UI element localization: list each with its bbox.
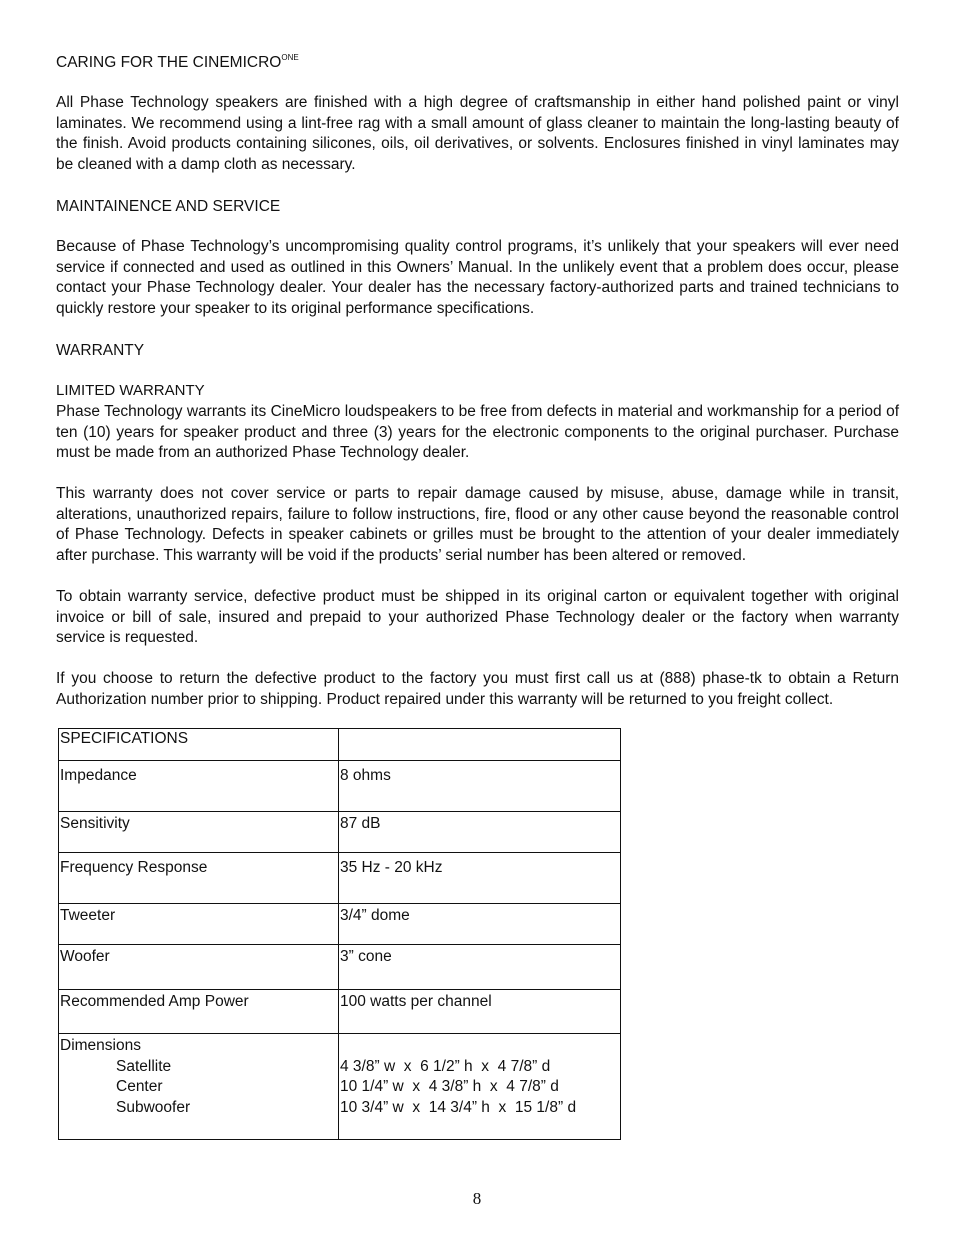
dimension-name: Center — [116, 1078, 163, 1096]
specifications-table — [58, 728, 621, 1140]
caring-paragraph: All Phase Technology speakers are finished with a high degree of craftsmanship in either hand polished paint or vinyl laminates. We recommend using a lint-free rag with a small amount of glass cleaner to maintain the long-lasting beauty of the finish. Avoid products containing silicones, oils, oil derivatives, or solvents. Enclosures finished in vinyl laminates may be cleaned with a damp cloth as necessary. — [56, 94, 899, 173]
warranty-paragraph-2: This warranty does not cover service or parts to repair damage caused by misuse, abuse, damage while in transit, alterations, unauthorized repairs, failure to follow instructions, fire, flood or any other cause beyond the reasonable control of Phase Technology. Defects in speaker cabinets or grilles must be brought to the attention of your dealer immediately after purchase. This warranty will be void if the products’ serial number has been altered or removed. — [56, 485, 899, 564]
dimension-value: 10 1/4” w x 4 3/8” h x 4 7/8” d — [340, 1078, 559, 1096]
maintenance-heading: MAINTAINENCE AND SERVICE — [56, 198, 281, 215]
warranty-paragraph-3: To obtain warranty service, defective product must be shipped in its original carton or equivalent together with original invoice or bill of sale, insured and prepaid to your authorized Phase Technology dealer or the factory when warranty service is requested. — [56, 588, 899, 647]
dimensions-label-cell — [59, 1034, 339, 1140]
specifications-title: SPECIFICATIONS — [59, 729, 339, 761]
warranty-paragraph-1: Phase Technology warrants its CineMicro loudspeakers to be free from defects in material and workmanship for a period of ten (10) years for speaker product and three (3) years for the electronic components to the original purchaser. Purchase must be made from an authorized Phase Technology dealer. — [56, 403, 899, 462]
heading-superscript: ONE — [281, 53, 299, 62]
caring-heading: CARING FOR THE $CINEMICRO^{ONE}$ — [56, 53, 299, 71]
dimensions-value-cell — [339, 1034, 621, 1140]
spec-value: 100 watts per channel — [339, 990, 621, 1034]
spec-label: Frequency Response — [59, 853, 339, 904]
spec-value: 3” cone — [339, 945, 621, 990]
table-row — [59, 990, 621, 1034]
table-row — [59, 761, 621, 812]
dimension-value: 4 3/8” w x 6 1/2” h x 4 7/8” d — [340, 1057, 551, 1075]
table-row — [59, 812, 621, 853]
dimensions-label: Dimensions — [60, 1037, 141, 1054]
spec-label: Tweeter — [59, 904, 339, 945]
warranty-paragraph-4: If you choose to return the defective product to the factory you must first call us at (888) phase-tk to obtain a Return Authorization number prior to shipping. Product repaired under this warranty will be returned to you freight collect. — [56, 670, 899, 708]
page-number: 8 — [472, 1189, 482, 1208]
spec-label: Woofer — [59, 945, 339, 990]
spec-value: 87 dB — [339, 812, 621, 853]
table-row — [59, 904, 621, 945]
spec-label: Recommended Amp Power — [59, 990, 339, 1034]
spec-value: 35 Hz - 20 kHz — [339, 853, 621, 904]
table-row — [59, 853, 621, 904]
table-row — [59, 945, 621, 990]
spec-label: Sensitivity — [59, 812, 339, 853]
dimensions-row — [59, 1034, 621, 1140]
maintenance-paragraph: Because of Phase Technology’s uncompromising quality control programs, it’s unlikely that your speakers will ever need service if connected and used as outlined in this Owners’ Manual. In the unlikely event that a problem does occur, please contact your Phase Technology dealer. Your dealer has the necessary factory-authorized parts and trained technicians to quickly restore your speaker to its original performance specifications. — [56, 238, 899, 317]
dimension-name: Satellite — [116, 1057, 172, 1075]
spec-value: 8 ohms — [339, 761, 621, 812]
spec-value: 3/4” dome — [339, 904, 621, 945]
limited-warranty-subheading: LIMITED WARRANTY — [56, 382, 205, 399]
dimension-name: Subwoofer — [116, 1098, 191, 1116]
table-header-row — [59, 729, 621, 761]
spec-label: Impedance — [59, 761, 339, 812]
dimension-value: 10 3/4” w x 14 3/4” h x 15 1/8” d — [340, 1098, 577, 1116]
warranty-heading: WARRANTY — [56, 342, 145, 359]
header-empty-cell — [339, 729, 621, 761]
